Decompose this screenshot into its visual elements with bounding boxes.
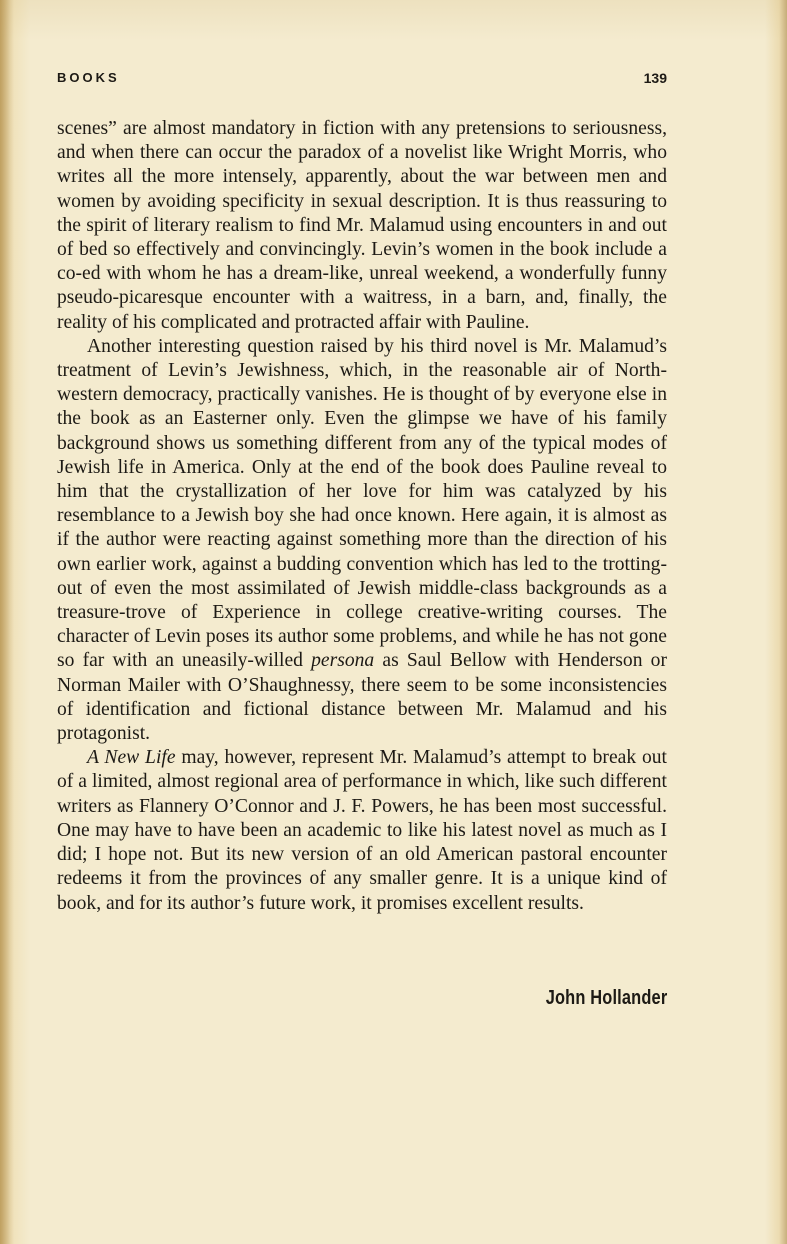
italic-text: A New Life <box>87 747 176 769</box>
paragraph-text: as Saul Bellow with Henderson or Norman Mailer with O’Shaughnessy, there seem to be some inconsistencies of identification and fictional distance between Mr. Malamud and his protagonist. <box>57 650 667 745</box>
section-title: BOOKS <box>57 70 120 85</box>
page-number: 139 <box>643 70 667 86</box>
running-head <box>57 70 667 92</box>
paragraph-text: may, however, represent Mr. Malamud’s attempt to break out of a limited, almost regional area of performance in which, like such different writers as Flannery O’Connor and J. F. Powers, he has been most successful. One may have to have been an academic to like his latest novel as much as I did; I hope not. But its new version of an old American pastoral encounter redeems it from the provinces of any smaller genre. It is a unique kind of book, and for its author’s future work, it promises excellent results. <box>57 747 667 914</box>
paragraph-text: scenes” are almost mandatory in fiction with any pretensions to seriousness, and when there can occur the paradox of a novelist like Wright Morris, who writes all the more intensely, apparently, about the war between men and women by avoiding specificity in sexual description. It is thus reassuring to the spirit of literary realism to find Mr. Malamud using encounters in and out of bed so effectively and convincingly. Levin’s women in the book include a co-ed with whom he has a dream-like, unreal weekend, a wonderfully funny pseudo-picaresque encounter with a waitress, in a barn, and, finally, the reality of his complicated and protracted affair with Pauline. <box>57 118 667 333</box>
paragraph <box>57 746 667 915</box>
paragraph-text: Another interesting question raised by his third novel is Mr. Malamud’s treatment of Levin’s Jewishness, which, in the reasonable air of North-western democracy, practically vanishes. He is thought of by everyone else in the book as an Easterner only. Even the glimpse we have of his family background shows us something different from any of the typical modes of Jewish life in America. Only at the end of the book does Pauline reveal to him that the crystallization of her love for him was catalyzed by his resemblance to a Jewish boy she had once known. Here again, it is almost as if the author were reacting against something more than the direction of his own earlier work, against a budding convention which has led to the trotting-out of even the most assimilated of Jewish middle-class backgrounds as a treasure-trove of Experience in college creative-writing courses. The character of Levin poses its author some problems, and while he has not gone so far with an uneasily-willed <box>57 335 667 672</box>
binding-shadow <box>0 0 14 1244</box>
paragraph <box>57 117 667 335</box>
italic-text: persona <box>311 650 375 672</box>
paragraph <box>57 335 667 746</box>
article-body <box>57 117 667 916</box>
author-signature: John Hollander <box>545 987 667 1009</box>
